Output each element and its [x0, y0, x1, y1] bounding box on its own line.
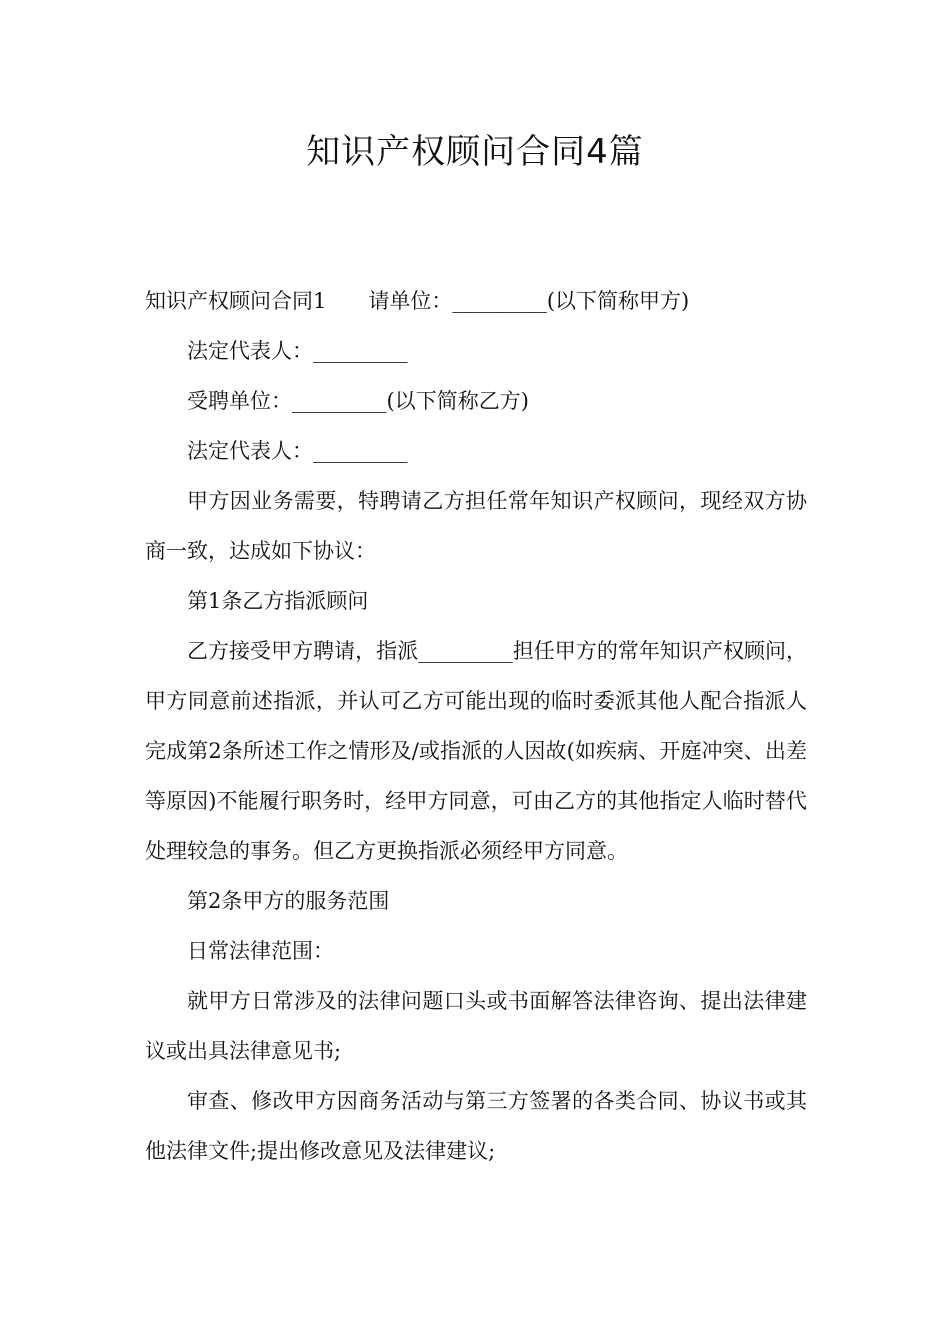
paragraph-employed-unit: 受聘单位：_________(以下简称乙方) [187, 389, 529, 413]
scope-item-contract-review: 审查、修改甲方因商务活动与第三方签署的各类合同、协议书或其他法律文件;提出修改意见及法律建议; [145, 1089, 807, 1163]
article-2-heading: 第2条甲方的服务范围 [187, 889, 390, 913]
paragraph-intro: 知识产权顾问合同1 请单位：_________(以下简称甲方) [145, 289, 690, 313]
daily-legal-scope: 日常法律范围： [187, 939, 334, 963]
paragraph-legal-rep-a: 法定代表人：_________ [187, 339, 408, 363]
article-1-heading: 第1条乙方指派顾问 [187, 589, 369, 613]
paragraph-legal-rep-b: 法定代表人：_________ [187, 439, 408, 463]
document-body [145, 276, 807, 1176]
document-title: 知识产权顾问合同4篇 [306, 132, 644, 172]
paragraph-agreement: 甲方因业务需要，特聘请乙方担任常年知识产权顾问，现经双方协商一致，达成如下协议： [145, 489, 807, 563]
scope-item-consulting: 就甲方日常涉及的法律问题口头或书面解答法律咨询、提出法律建议或出具法律意见书; [145, 989, 807, 1063]
article-1-body: 乙方接受甲方聘请，指派_________担任甲方的常年知识产权顾问，甲方同意前述指派，并认可乙方可能出现的临时委派其他人配合指派人完成第2条所述工作之情形及/或指派的人因故(如疾病、开庭冲突、出差等原因)不能履行职务时，经甲方同意，可由乙方的其他指定人临时替代处理较急的事务。但乙方更换指派必须经甲方同意。 [145, 639, 807, 863]
